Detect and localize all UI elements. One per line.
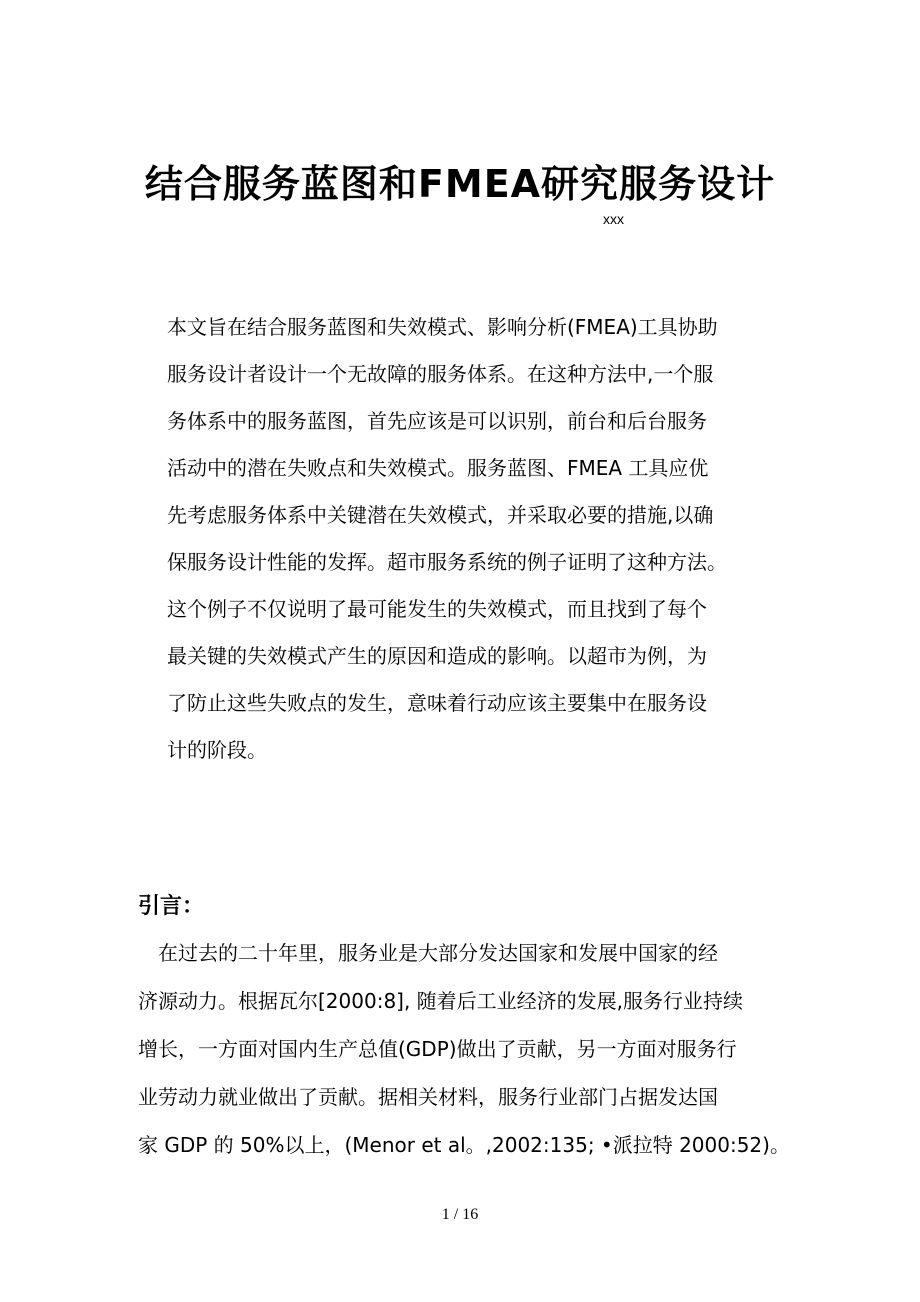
abstract-line: 务体系中的服务蓝图，首先应该是可以识别，前台和后台服务 [167, 409, 707, 433]
intro-line: 家 GDP 的 50%以上，(Menor et al。,2002:135; •派拉特 2000:52)。 [138, 1133, 790, 1157]
abstract-line: 了防止这些失败点的发生，意味着行动应该主要集中在服务设 [167, 691, 707, 715]
abstract-line: 本文旨在结合服务蓝图和失效模式、影响分析(FMEA)工具协助 [167, 315, 718, 339]
abstract-line: 先考虑服务体系中关键潜在失效模式，并采取必要的措施,以确 [167, 503, 714, 527]
abstract-line: 保服务设计性能的发挥。超市服务系统的例子证明了这种方法。 [167, 550, 727, 574]
page-number: 1 / 16 [441, 1206, 479, 1223]
document-title: 结合服务蓝图和FMEA研究服务设计 [144, 162, 776, 206]
abstract-line: 这个例子不仅说明了最可能发生的失效模式，而且找到了每个 [167, 597, 707, 621]
intro-line: 济源动力。根据瓦尔[2000:8], 随着后工业经济的发展,服务行业持续 [138, 989, 744, 1013]
intro-heading: 引言： [138, 894, 205, 919]
abstract-line: 服务设计者设计一个无故障的服务体系。在这种方法中,一个服 [167, 362, 714, 386]
abstract-paragraph [167, 310, 757, 780]
intro-line: 在过去的二十年里，服务业是大部分发达国家和发展中国家的经 [138, 941, 718, 965]
intro-paragraph [138, 936, 790, 1176]
author-name: xxx [603, 211, 624, 227]
abstract-line: 计的阶段。 [167, 738, 267, 762]
intro-line: 增长，一方面对国内生产总值(GDP)做出了贡献，另一方面对服务行 [138, 1037, 737, 1061]
abstract-line: 活动中的潜在失败点和失效模式。服务蓝图、FMEA 工具应优 [167, 456, 709, 480]
abstract-line: 最关键的失效模式产生的原因和造成的影响。以超市为例，为 [167, 644, 707, 668]
intro-line: 业劳动力就业做出了贡献。据相关材料，服务行业部门占据发达国 [138, 1085, 718, 1109]
